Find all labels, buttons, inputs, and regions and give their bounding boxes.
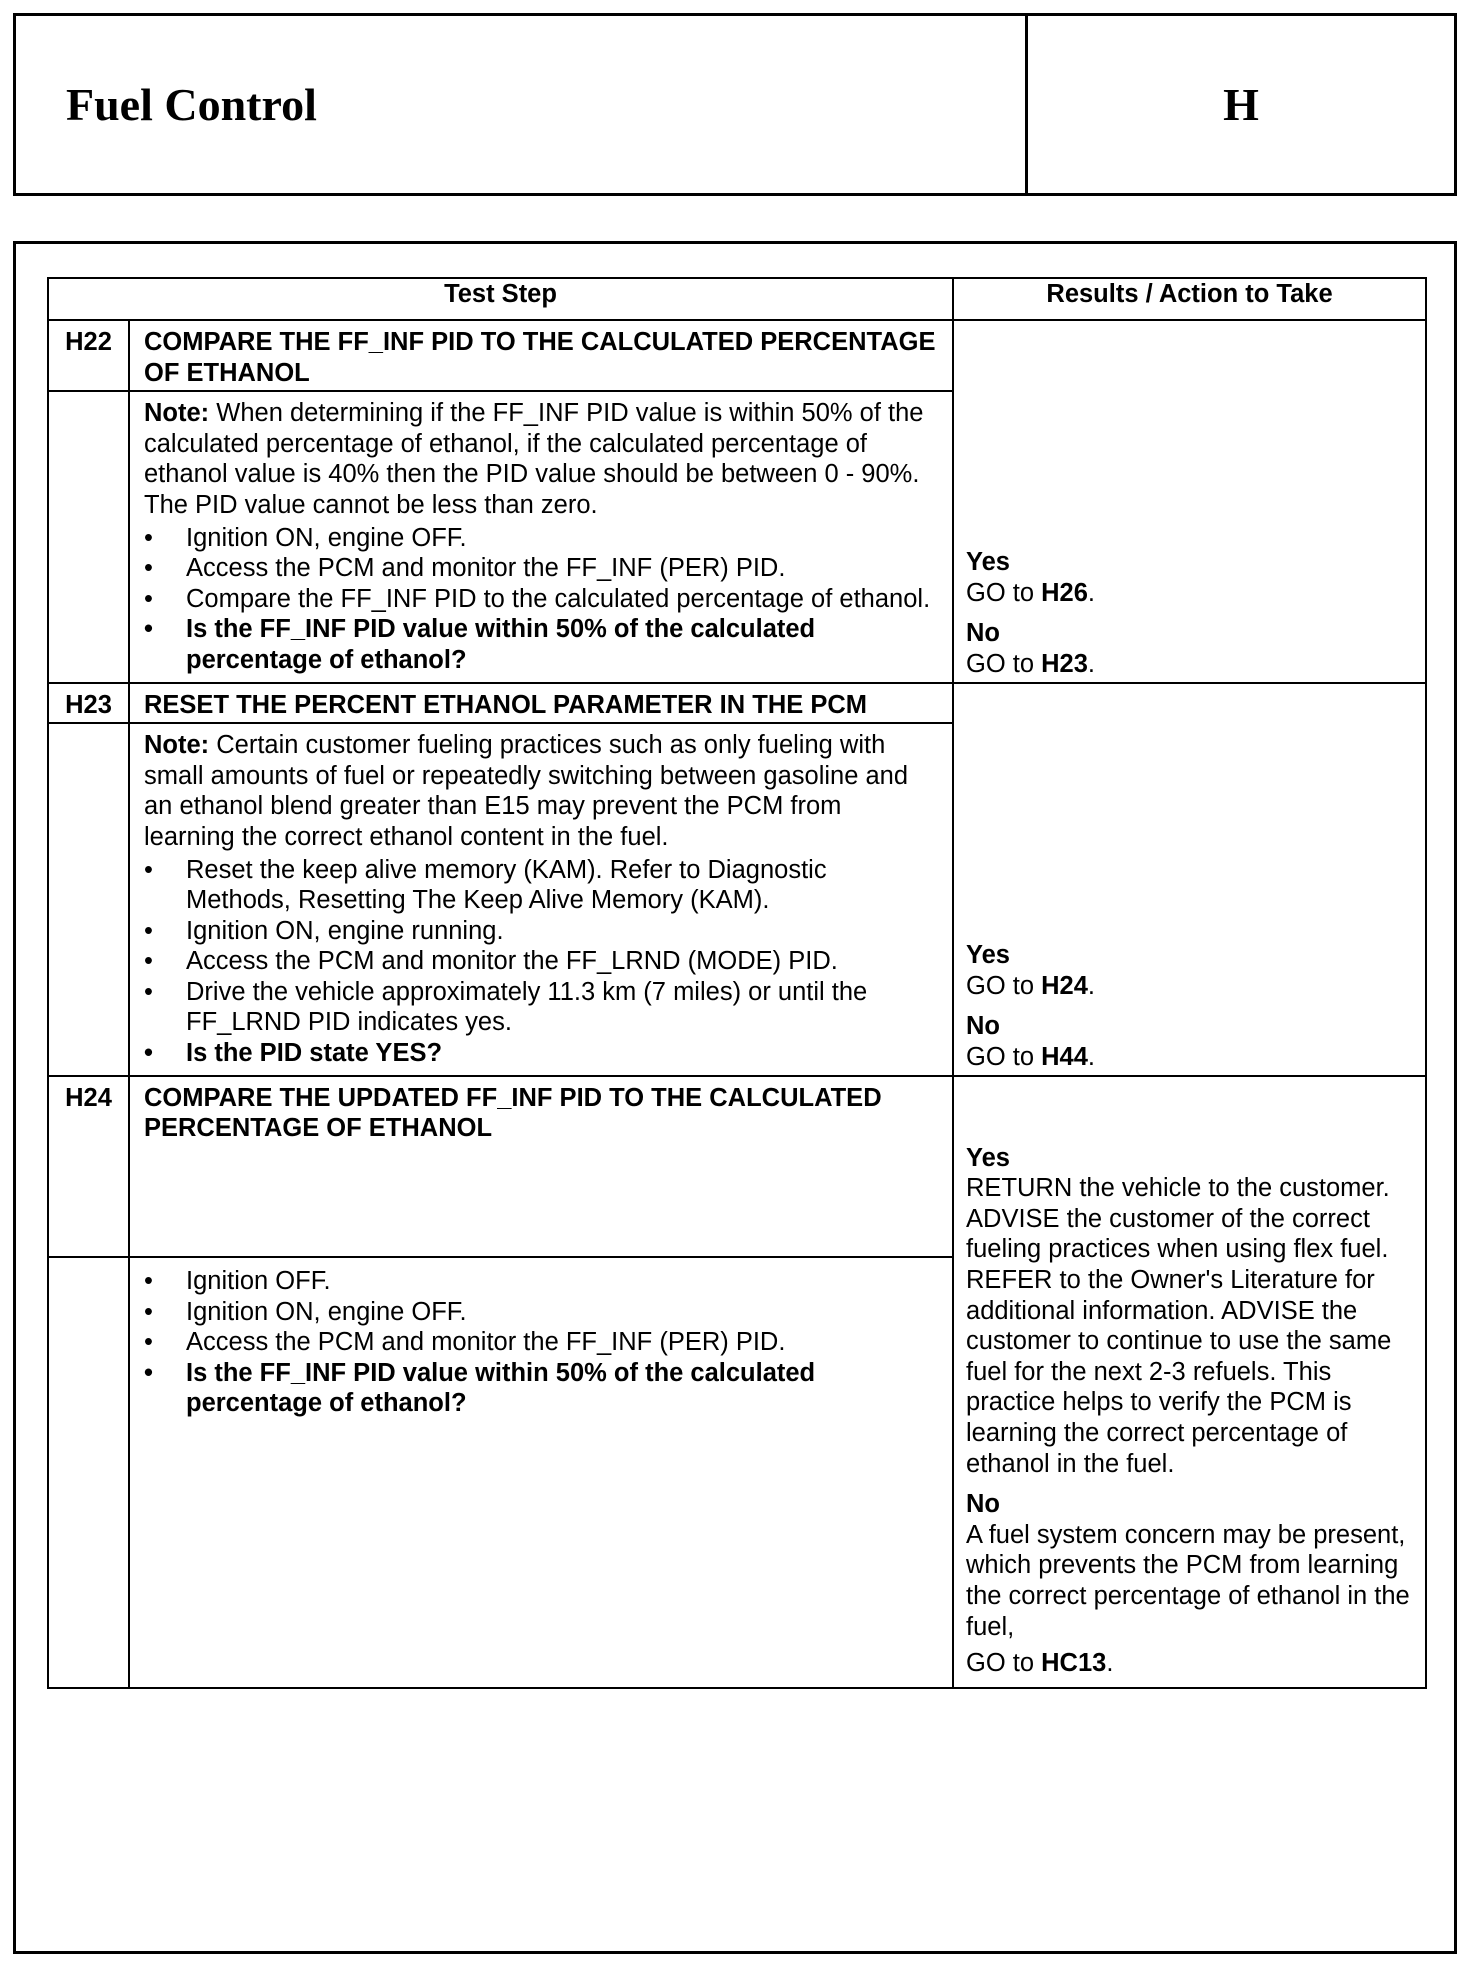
step-h24-results xyxy=(953,1076,1426,1688)
step-title: RESET THE PERCENT ETHANOL PARAMETER IN THE PCM xyxy=(129,683,953,724)
step-bullet-list xyxy=(144,1266,938,1419)
section-code: H xyxy=(1223,79,1259,130)
list-item: • Ignition ON, engine running. xyxy=(144,916,938,947)
result-yes xyxy=(966,1143,1413,1480)
step-h22-results xyxy=(953,320,1426,683)
no-label: No xyxy=(966,1490,1001,1519)
goto-line xyxy=(966,649,1413,680)
col-header-test-step: Test Step xyxy=(48,278,953,320)
goto-suffix: . xyxy=(1087,1043,1095,1072)
step-title: COMPARE THE UPDATED FF_INF PID TO THE CALCULATED PERCENTAGE OF ETHANOL xyxy=(129,1076,953,1257)
result-no xyxy=(966,618,1413,679)
step-h24-title-row xyxy=(48,1076,1426,1257)
result-no xyxy=(966,1011,1413,1072)
step-body xyxy=(129,1257,953,1688)
goto-prefix: GO to xyxy=(966,1649,1042,1678)
yes-action-text: RETURN the vehicle to the customer. ADVISE the customer of the correct fueling practices when using flex fuel. REFER to the Owner's Literature for additional information. ADVISE the customer to continue to use the same fuel for the next 2-3 refuels. This practice helps to verify the PCM is learning the correct percentage of ethanol in the fuel. xyxy=(966,1174,1392,1478)
step-bullet-list xyxy=(144,855,938,1069)
goto-prefix: GO to xyxy=(966,1043,1042,1072)
list-item: • Access the PCM and monitor the FF_LRND (MODE) PID. xyxy=(144,946,938,977)
step-title: COMPARE THE FF_INF PID TO THE CALCULATED PERCENTAGE OF ETHANOL xyxy=(129,320,953,391)
goto-line xyxy=(966,1648,1413,1679)
goto-line xyxy=(966,578,1413,609)
step-id-spacer xyxy=(48,723,129,1076)
list-item: • Ignition OFF. xyxy=(144,1266,938,1297)
list-item: • Reset the keep alive memory (KAM). Refer to Diagnostic Methods, Resetting The Keep Alive Memory (KAM). xyxy=(144,855,938,916)
goto-target-link[interactable]: H26 xyxy=(1041,578,1088,607)
list-item: • Access the PCM and monitor the FF_INF (PER) PID. xyxy=(144,1327,938,1358)
goto-suffix: . xyxy=(1087,649,1095,678)
list-item: • Compare the FF_INF PID to the calculated percentage of ethanol. xyxy=(144,584,938,615)
step-note xyxy=(144,730,938,852)
page-title: Fuel Control xyxy=(66,79,317,130)
step-note xyxy=(144,398,938,520)
goto-target-link[interactable]: H23 xyxy=(1041,649,1088,678)
no-label: No xyxy=(966,1012,1001,1041)
list-item: • Access the PCM and monitor the FF_INF (PER) PID. xyxy=(144,553,938,584)
step-id-spacer xyxy=(48,391,129,682)
no-action-text: A fuel system concern may be present, which prevents the PCM from learning the correct percentage of ethanol in the fuel, xyxy=(966,1520,1410,1641)
note-label: Note: xyxy=(144,731,210,760)
no-label: No xyxy=(966,619,1001,648)
step-id-spacer xyxy=(48,1257,129,1688)
table-header-row xyxy=(48,278,1426,320)
goto-target-link[interactable]: H24 xyxy=(1041,971,1088,1000)
goto-suffix: . xyxy=(1106,1649,1114,1678)
note-text: Certain customer fueling practices such as only fueling with small amounts of fuel or repeatedly switching between gasoline and an ethanol blend greater than E15 may prevent the PCM from learning the correct ethanol content in the fuel. xyxy=(144,731,909,851)
goto-target-link[interactable]: HC13 xyxy=(1041,1649,1107,1678)
goto-line xyxy=(966,971,1413,1002)
col-header-results: Results / Action to Take xyxy=(953,278,1426,320)
step-bullet-list xyxy=(144,523,938,676)
step-question: • Is the FF_INF PID value within 50% of the calculated percentage of ethanol? xyxy=(144,1358,938,1419)
goto-prefix: GO to xyxy=(966,649,1042,678)
goto-prefix: GO to xyxy=(966,971,1042,1000)
step-h23-title-row xyxy=(48,683,1426,724)
yes-label: Yes xyxy=(966,1143,1010,1172)
step-body xyxy=(129,391,953,682)
note-text: When determining if the FF_INF PID value is within 50% of the calculated percentage of ethanol, if the calculated percentage of ethanol value is 40% then the PID value should be between 0 - 90%. The PID value cannot be less than zero. xyxy=(144,399,924,519)
goto-suffix: . xyxy=(1087,578,1095,607)
test-step-table xyxy=(47,277,1427,1689)
list-item: • Ignition ON, engine OFF. xyxy=(144,523,938,554)
result-yes xyxy=(966,547,1413,608)
yes-label: Yes xyxy=(966,548,1010,577)
page-header xyxy=(13,13,1457,196)
step-id: H22 xyxy=(48,320,129,391)
note-label: Note: xyxy=(144,399,210,428)
step-h23-results xyxy=(953,683,1426,1076)
goto-target-link[interactable]: H44 xyxy=(1041,1043,1088,1072)
step-question: • Is the FF_INF PID value within 50% of the calculated percentage of ethanol? xyxy=(144,614,938,675)
step-id: H23 xyxy=(48,683,129,724)
step-question: • Is the PID state YES? xyxy=(144,1038,938,1069)
step-id: H24 xyxy=(48,1076,129,1257)
list-item: • Drive the vehicle approximately 11.3 km (7 miles) or until the FF_LRND PID indicates yes. xyxy=(144,977,938,1038)
list-item: • Ignition ON, engine OFF. xyxy=(144,1297,938,1328)
result-no xyxy=(966,1489,1413,1679)
yes-label: Yes xyxy=(966,941,1010,970)
goto-line xyxy=(966,1042,1413,1073)
goto-suffix: . xyxy=(1087,971,1095,1000)
result-yes xyxy=(966,940,1413,1001)
step-h22-title-row xyxy=(48,320,1426,391)
goto-prefix: GO to xyxy=(966,578,1042,607)
step-body xyxy=(129,723,953,1076)
